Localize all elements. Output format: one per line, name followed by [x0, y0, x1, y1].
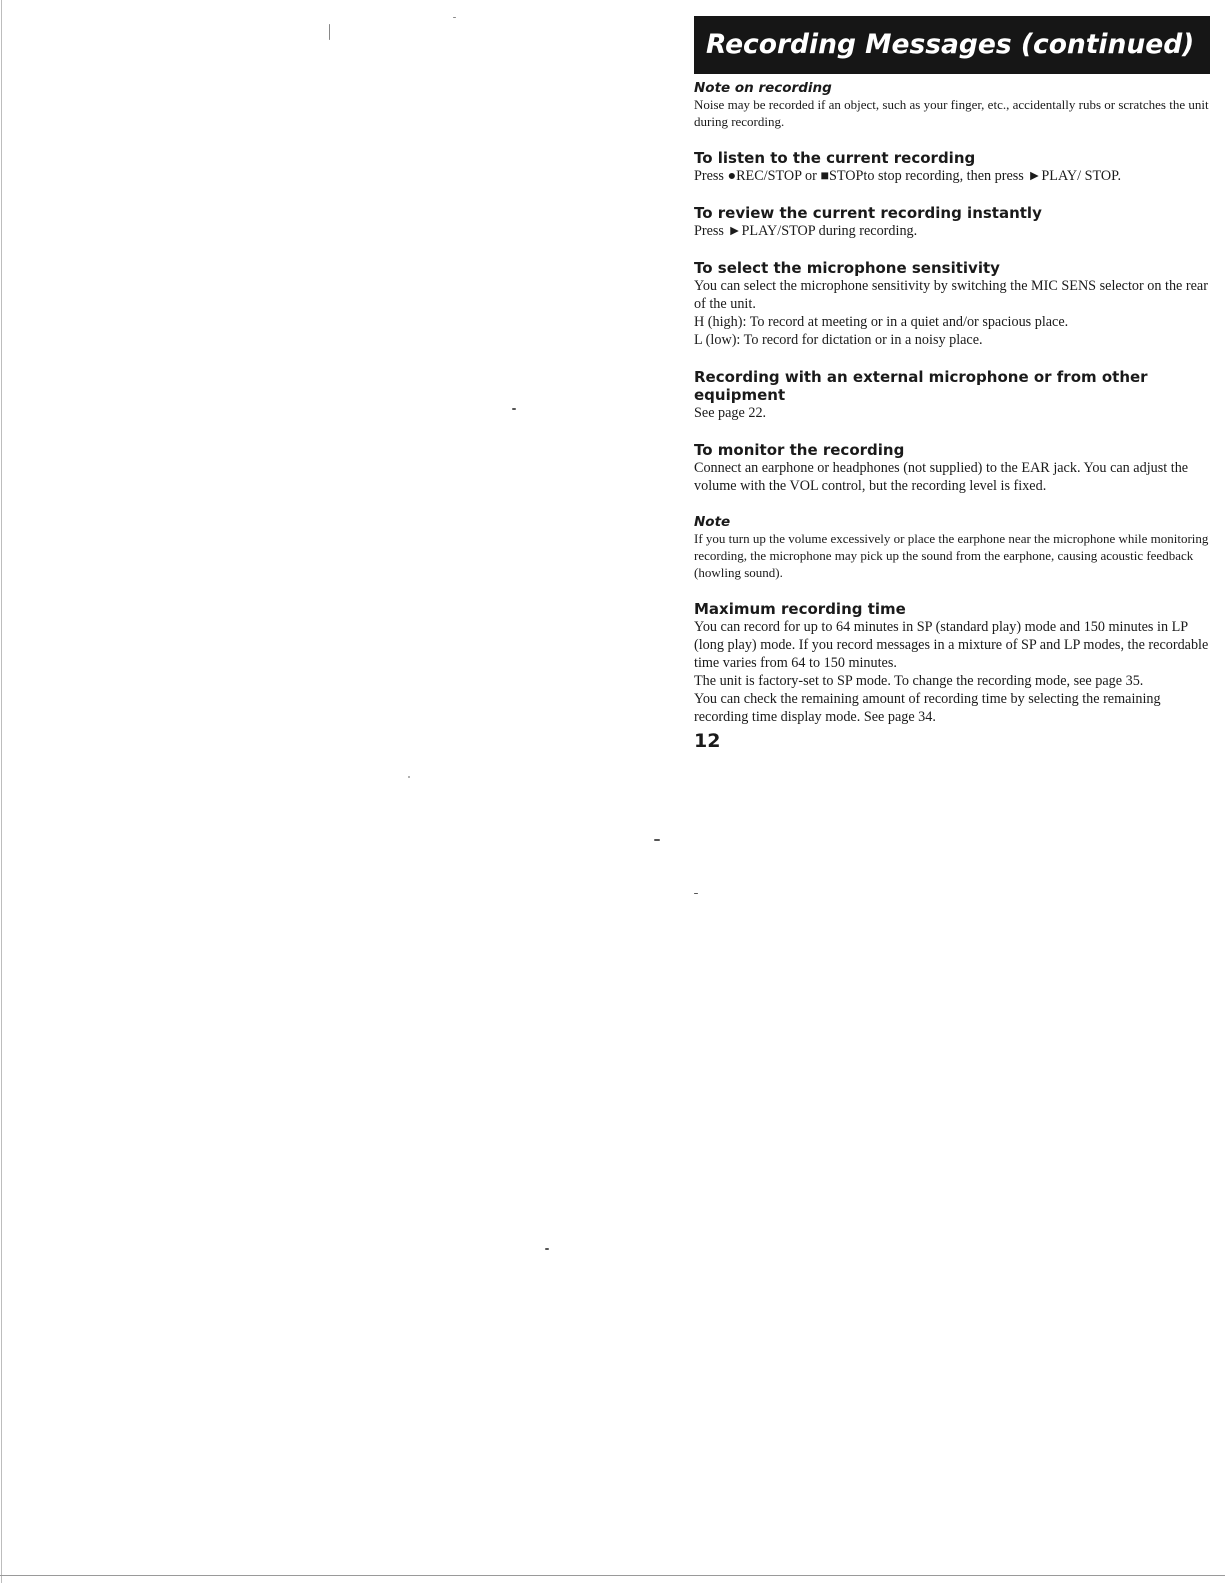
scan-speck [512, 408, 516, 410]
page-title: Recording Messages (continued) [706, 29, 1195, 60]
scan-speck [694, 893, 698, 894]
scan-edge-left [1, 0, 2, 1583]
note-heading: Note [694, 514, 731, 530]
listen-current-heading: To listen to the current recording [694, 149, 976, 167]
section-external-mic [694, 368, 1210, 422]
spacer [694, 349, 1210, 368]
listen-current-body: Press ●REC/STOP or ■STOPto stop recording, then press ►PLAY/ STOP. [694, 168, 1122, 184]
scan-speck [545, 1248, 549, 1250]
spacer [694, 130, 1210, 149]
scan-edge-bottom [0, 1575, 1225, 1576]
external-mic-body: See page 22. [694, 405, 767, 421]
mic-sensitivity-heading: To select the microphone sensitivity [694, 259, 1000, 277]
scan-speck [408, 776, 410, 778]
content-column [694, 16, 1210, 752]
scan-speck [654, 839, 660, 841]
external-mic-heading: Recording with an external microphone or from other equipment [694, 368, 1148, 404]
max-time-line: The unit is factory-set to SP mode. To change the recording mode, see page 35. [694, 673, 1144, 689]
max-time-heading: Maximum recording time [694, 600, 906, 618]
max-time-line: You can record for up to 64 minutes in SP (standard play) mode and 150 minutes in LP (long play) mode. If you record messages in a mixture of SP and LP modes, the recordable time varies from 64 to 150 minutes. [694, 619, 1209, 671]
scan-speck [329, 24, 330, 40]
title-rule [694, 73, 1210, 74]
note-body: If you turn up the volume excessively or place the earphone near the microphone while monitoring recording, the microphone may pick up the sound from the earphone, causing acoustic feedback (howling sound). [694, 531, 1209, 580]
monitor-body: Connect an earphone or headphones (not supplied) to the EAR jack. You can adjust the volume with the VOL control, but the recording level is fixed. [694, 460, 1189, 494]
mic-sensitivity-line: L (low): To record for dictation or in a noisy place. [694, 332, 983, 348]
title-bar [694, 16, 1210, 73]
max-time-line: You can check the remaining amount of recording time by selecting the remaining recording time display mode. See page 34. [694, 691, 1161, 725]
mic-sensitivity-line: You can select the microphone sensitivity by switching the MIC SENS selector on the rear of the unit. [694, 278, 1208, 312]
review-instantly-heading: To review the current recording instantly [694, 204, 1042, 222]
section-monitor [694, 441, 1210, 495]
section-note-on-recording [694, 80, 1210, 130]
section-note [694, 514, 1210, 581]
spacer [694, 581, 1210, 600]
review-instantly-body: Press ►PLAY/STOP during recording. [694, 223, 918, 239]
spacer [694, 240, 1210, 259]
note-on-recording-heading: Note on recording [694, 80, 832, 96]
page-number: 12 [694, 730, 721, 752]
note-on-recording-body: Noise may be recorded if an object, such as your finger, etc., accidentally rubs or scratches the unit during recording. [694, 97, 1209, 129]
monitor-heading: To monitor the recording [694, 441, 905, 459]
spacer [694, 185, 1210, 204]
spacer [694, 495, 1210, 514]
section-listen-current [694, 149, 1210, 185]
section-review-instantly [694, 204, 1210, 240]
section-mic-sensitivity [694, 259, 1210, 349]
spacer [694, 422, 1210, 441]
mic-sensitivity-line: H (high): To record at meeting or in a quiet and/or spacious place. [694, 314, 1069, 330]
scan-speck [453, 17, 456, 18]
section-max-time [694, 600, 1210, 726]
